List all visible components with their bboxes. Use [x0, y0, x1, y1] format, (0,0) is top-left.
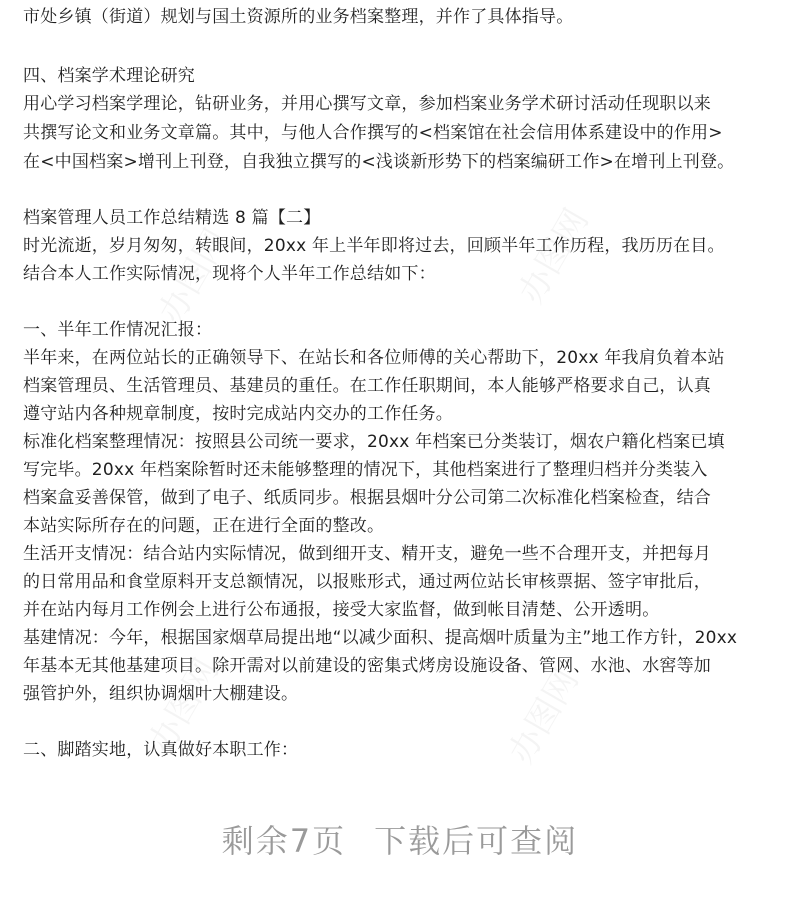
paragraph-line: 用心学习档案学理论，钻研业务，并用心撰写文章，参加档案业务学术研讨活动任现职以来 — [23, 94, 711, 114]
paragraph-line: 市处乡镇（街道）规划与国土资源所的业务档案整理，并作了具体指导。 — [23, 7, 574, 27]
paragraph-line: 时光流逝，岁月匆匆，转眼间，20xx 年上半年即将过去，回顾半年工作历程，我历历在目。 — [23, 236, 725, 256]
paragraph-line: 年基本无其他基建项目。除开需对以前建设的密集式烤房设施设备、管网、水池、水窖等加 — [23, 656, 711, 676]
paragraph-line: 在<中国档案>增刊上刊登，自我独立撰写的<浅谈新形势下的档案编研工作>在增刊上刊登。 — [23, 152, 735, 172]
paragraph-line: 本站实际所存在的问题，正在进行全面的整改。 — [23, 516, 385, 536]
paragraph-line: 的日常用品和食堂原料开支总额情况，以报账形式，通过两位站长审核票据、签字审批后， — [23, 572, 711, 592]
download-prompt[interactable] — [0, 816, 800, 862]
section-heading: 一、半年工作情况汇报： — [23, 320, 213, 340]
paragraph-line: 强管护外，组织协调烟叶大棚建设。 — [23, 684, 299, 704]
download-to-view-link[interactable]: 下载后可查阅 — [374, 822, 579, 860]
paragraph-line: 并在站内每月工作例会上进行公布通报，接受大家监督，做到帐目清楚、公开透明。 — [23, 600, 660, 620]
paragraph-line: 遵守站内各种规章制度，按时完成站内交办的工作任务。 — [23, 404, 453, 424]
section-heading: 四、档案学术理论研究 — [23, 66, 195, 86]
remaining-pages-label: 剩余7页 — [221, 822, 347, 860]
paragraph-line: 档案管理员、生活管理员、基建员的重任。在工作任职期间，本人能够严格要求自己，认真 — [23, 376, 711, 396]
paragraph-line: 基建情况：今年，根据国家烟草局提出地“以减少面积、提高烟叶质量为主”地工作方针，20xx — [23, 628, 738, 648]
article-title: 档案管理人员工作总结精选 8 篇【二】 — [23, 208, 321, 228]
paragraph-line: 结合本人工作实际情况，现将个人半年工作总结如下： — [23, 264, 436, 284]
paragraph-line: 档案盒妥善保管，做到了电子、纸质同步。根据县烟叶分公司第二次标准化档案检查，结合 — [23, 488, 711, 508]
paragraph-line: 共撰写论文和业务文章篇。其中，与他人合作撰写的<档案馆在社会信用体系建设中的作用> — [23, 123, 723, 143]
paragraph-line: 写完毕。20xx 年档案除暂时还未能够整理的情况下，其他档案进行了整理归档并分类装入 — [23, 460, 708, 480]
paragraph-line: 生活开支情况：结合站内实际情况，做到细开支、精开支，避免一些不合理开支，并把每月 — [23, 544, 711, 564]
section-heading: 二、脚踏实地，认真做好本职工作： — [23, 740, 299, 760]
paragraph-line: 标准化档案整理情况：按照县公司统一要求，20xx 年档案已分类装订，烟农户籍化档案已填 — [23, 432, 725, 452]
paragraph-line: 半年来，在两位站长的正确领导下、在站长和各位师傅的关心帮助下，20xx 年我肩负着本站 — [23, 348, 725, 368]
